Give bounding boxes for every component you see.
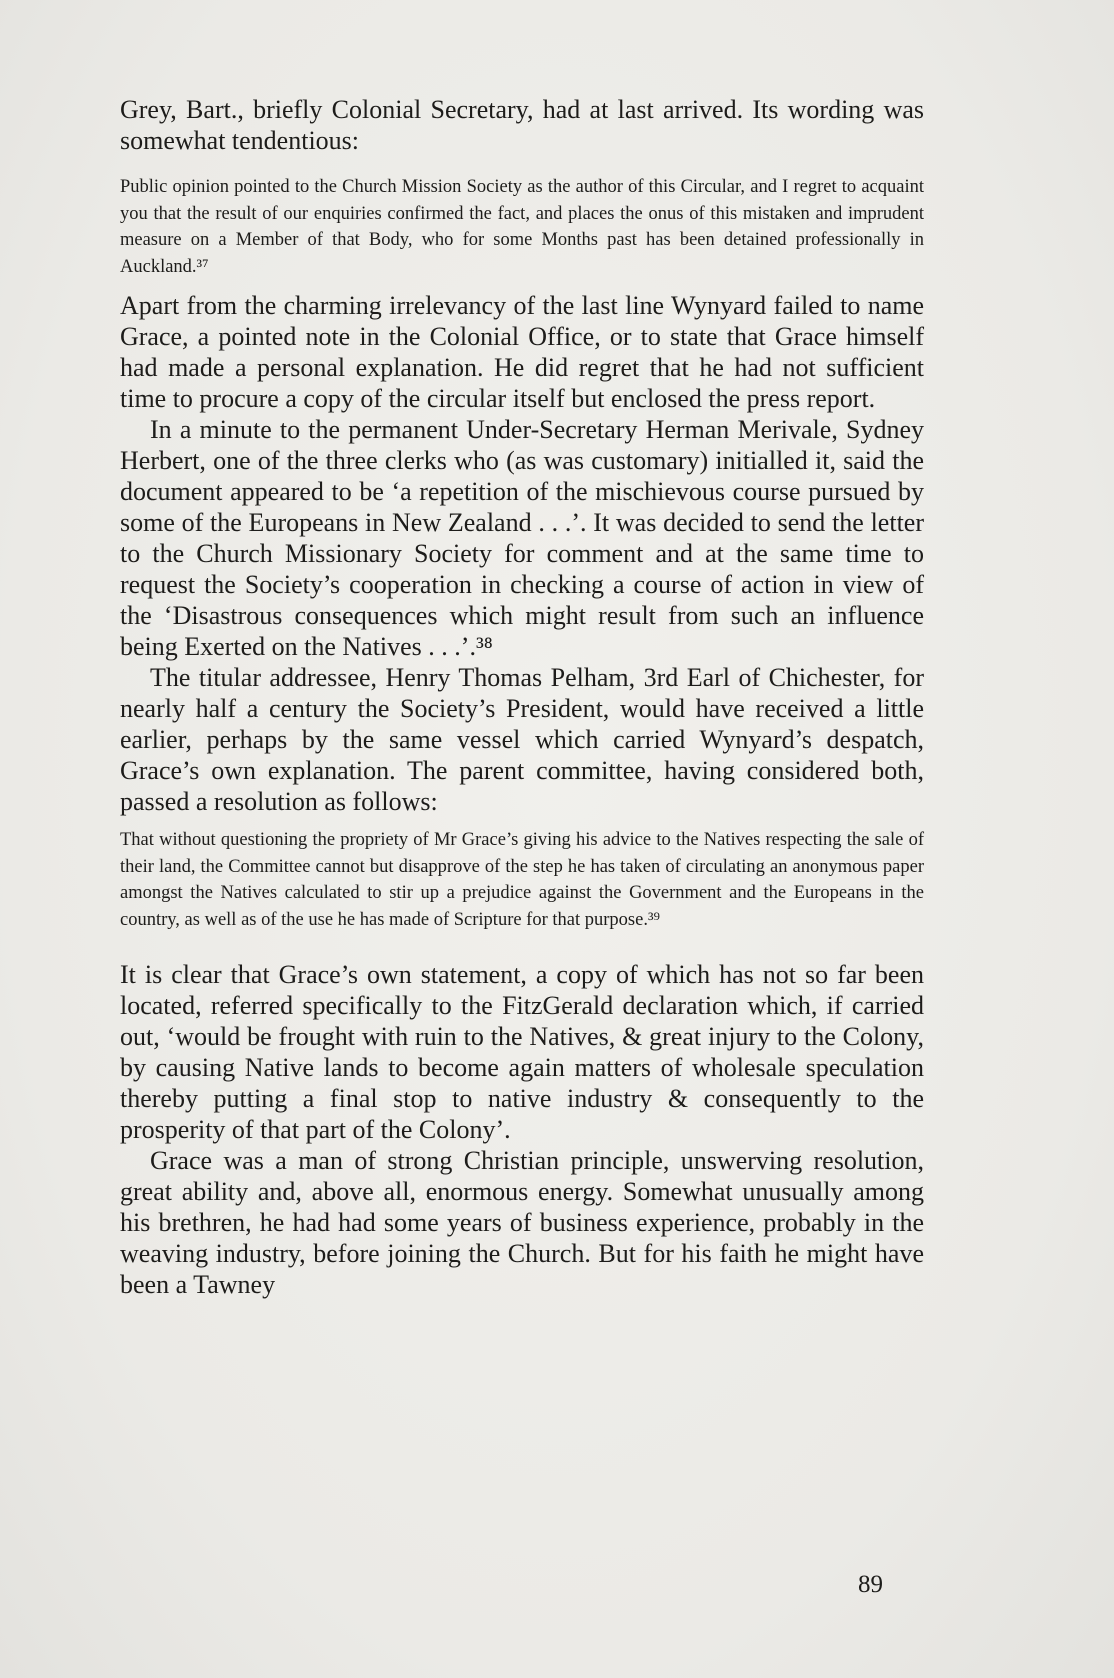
- paragraph-intro: Grey, Bart., briefly Colonial Secretary, had at last arrived. Its wording was somewhat tendentious:: [120, 95, 924, 155]
- text-block: [120, 94, 924, 1300]
- paragraph-wynyard: Apart from the charming irrelevancy of the last line Wynyard failed to name Grace, a pointed note in the Colonial Office, or to state that Grace himself had made a personal explanation. He did regret that he had not sufficient time to procure a copy of the circular itself but enclosed the press report.: [120, 291, 924, 413]
- page-number: 89: [858, 1571, 883, 1598]
- block-quote-public-opinion: Public opinion pointed to the Church Mission Society as the author of this Circular, and I regret to acquaint you that the result of our enquiries confirmed the fact, and places the onus of this mistaken and imprudent measure on a Member of that Body, who for some Months past has been detained professionally in Auckland.³⁷: [120, 177, 924, 277]
- paragraph-fitzgerald-declaration: It is clear that Grace’s own statement, a copy of which has not so far been located, referred specifically to the FitzGerald declaration which, if carried out, ‘would be frought with ruin to the Natives, & great injury to the Colony, by causing Native lands to become again matters of wholesale speculation thereby putting a final stop to native industry & consequently to the prosperity of that part of the Colony’.: [120, 960, 924, 1144]
- paragraph-merivale-minute: In a minute to the permanent Under-Secretary Herman Merivale, Sydney Herbert, one of the three clerks who (as was customary) initialled it, said the document appeared to be ‘a repetition of the mischievous course pursued by some of the Europeans in New Zealand . . .’. It was decided to send the letter to the Church Missionary Society for comment and at the same time to request the Society’s cooperation in checking a course of action in view of the ‘Disastrous consequences which might result from such an influence being Exerted on the Natives . . .’.³⁸: [120, 415, 924, 661]
- paragraph-grace-character: Grace was a man of strong Christian principle, unswerving resolution, great ability and, above all, enormous energy. Somewhat unusually among his brethren, he had had some years of business experience, probably in the weaving industry, before joining the Church. But for his faith he might have been a Tawney: [120, 1146, 924, 1299]
- block-quote-committee-resolution: That without questioning the propriety of Mr Grace’s giving his advice to the Natives respecting the sale of their land, the Committee cannot but disapprove of the step he has taken of circulating an anonymous paper amongst the Natives calculated to stir up a prejudice against the Government and the Europeans in the country, as well as of the use he has made of Scripture for that purpose.³⁹: [120, 830, 924, 930]
- paragraph-chichester: The titular addressee, Henry Thomas Pelham, 3rd Earl of Chichester, for nearly half a century the Society’s President, would have received a little earlier, perhaps by the same vessel which carried Wynyard’s despatch, Grace’s own explanation. The parent committee, having considered both, passed a resolution as follows:: [120, 663, 924, 816]
